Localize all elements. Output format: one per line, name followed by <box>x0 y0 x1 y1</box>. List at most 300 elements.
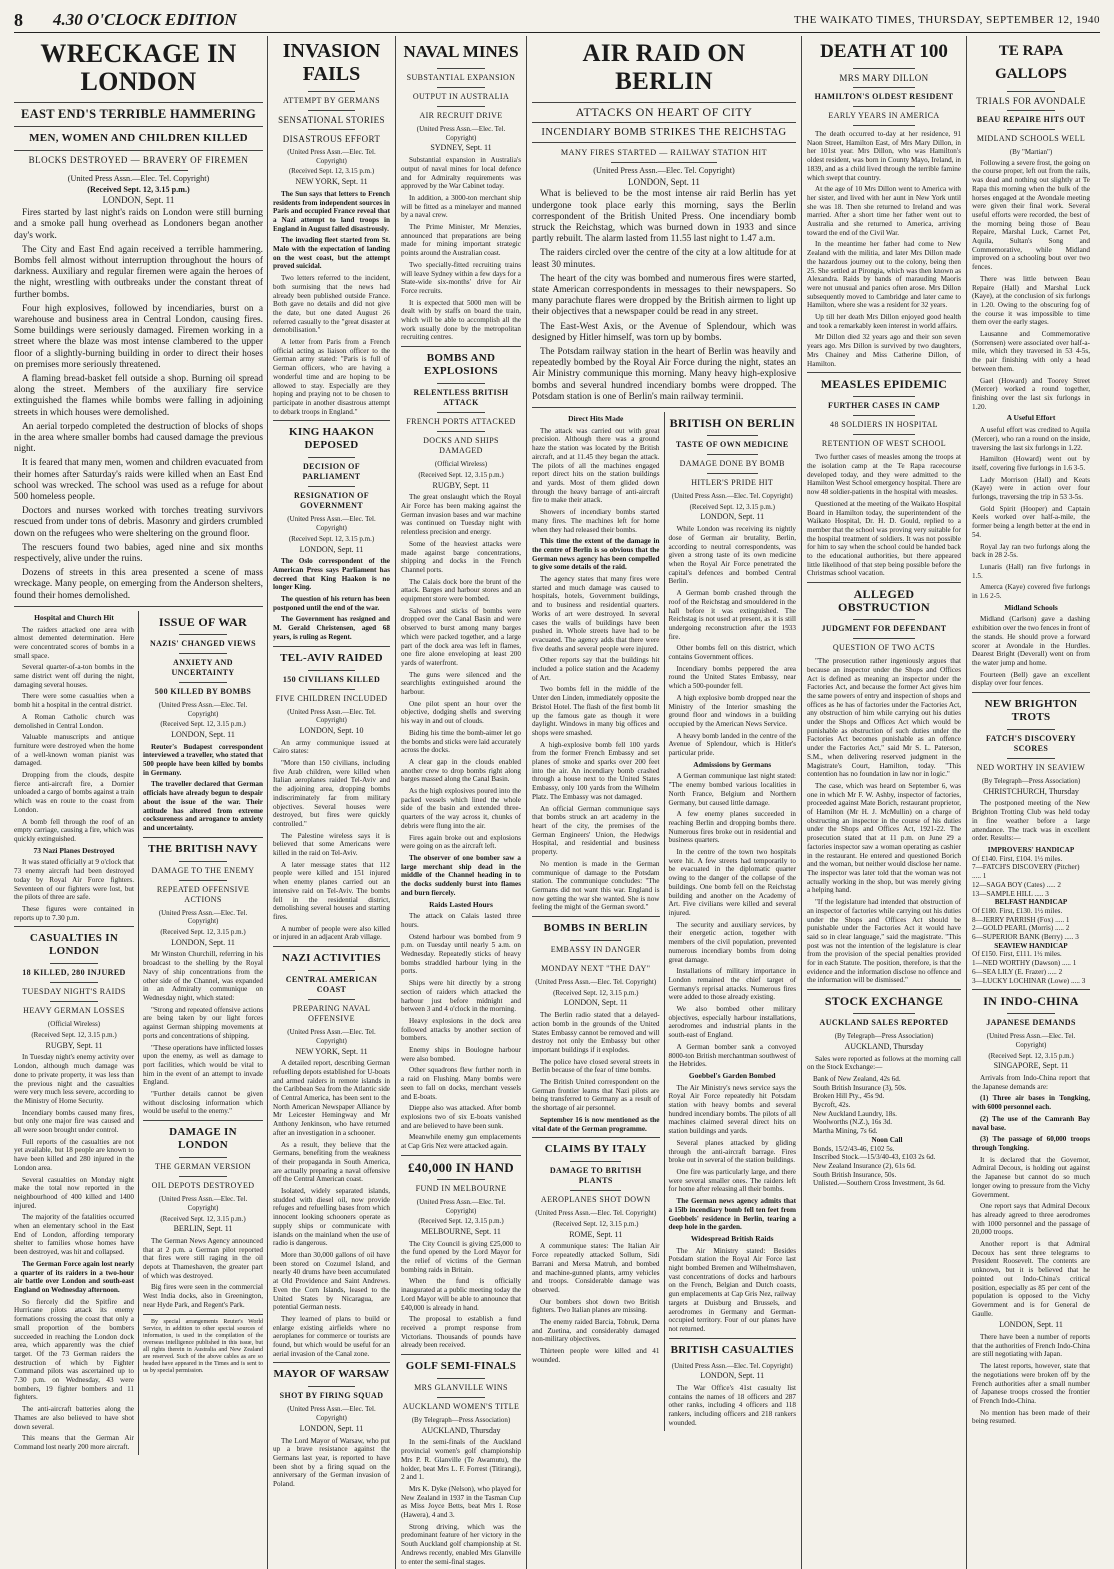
paragraph: Amerca (Kaye) covered five furlongs in 1.6 2-5. <box>972 583 1090 601</box>
paragraph: An army communique issued at Cairo states: <box>273 738 390 756</box>
paragraph: So fiercely did the Spitfire and Hurricane pilots attack its enemy formations crossing the coast that only a small proportion of the bombers succeeded in reaching the London dock area, which apparently was the chief target. Of the 73 German raiders the destruction of which by Fighter Command pilots was ascertained up to 7.30 p.m. on Wednesday, 43 were bombers, 19 fighter bombers and 11 fighters. <box>14 1297 134 1402</box>
story-dateline: CHRISTCHURCH, Thursday <box>983 786 1079 796</box>
headline-claims-by-italy: CLAIMS BY ITALY <box>544 1143 647 1156</box>
paragraph: The raiders attacked one area with almost demented determination. Here were concentrated scores of bombs in a small space. <box>14 625 134 660</box>
race-line: 12—SAGA BOY (Cates) ..... 2 <box>972 880 1061 889</box>
paragraph: (3) The passage of 60,000 troops through Tongking. <box>972 1135 1090 1152</box>
headline-40000-in-hand: £40,000 IN HAND <box>408 1159 514 1175</box>
deck-many-fires: MANY FIRES STARTED — RAILWAY STATION HIT <box>560 148 768 157</box>
stock-line: Bycroft, 42s. <box>813 1101 851 1110</box>
newspaper-page <box>14 36 1100 1566</box>
paragraph: Incendiary bombs peppered the area round the United States Embassy, near which a 500-pounder fell. <box>668 664 796 691</box>
race-line: 2—GOLD PEARL (Morris) ..... 2 <box>972 924 1070 933</box>
stock-subhead: Noon Call <box>871 1135 903 1144</box>
headline-damage-in-london: DAMAGE IN LONDON <box>169 1126 237 1152</box>
credit: (United Press Assn.—Elec. Tel. Copyright) <box>287 148 376 165</box>
paragraph: It is feared that many men, women and children evacuated from their homes after Saturday's raids were killed when an East End school was wrecked. The school was used as a refuge for about 500 homeless people. <box>14 458 263 502</box>
deck-incendiary-reichstag: INCENDIARY BOMB STRIKES THE REICHSTAG <box>541 127 787 138</box>
paragraph: Two letters referred to the incident, both surmising that the news had already been published outside France. Both gave no details and did not give the date, but one dated August 26 referred casually to the "great disaster at demobilisation." <box>273 274 390 335</box>
deck: AIR RECRUIT DRIVE <box>419 111 503 120</box>
race-line: 8—JERRY PARRISH (Fox) ..... 1 <box>972 915 1070 924</box>
received: (Received Sept. 12, 3.15 p.m.) <box>553 988 639 997</box>
deck: PREPARING NAVAL OFFENSIVE <box>292 1004 371 1024</box>
story-dateline: RUGBY, Sept. 11 <box>432 480 490 490</box>
received: (Received Sept. 12, 3.15 p.m.) <box>689 502 775 511</box>
deck: MRS GLANVILLE WINS <box>414 1383 508 1393</box>
paragraph: There have been a number of reports that the authorities of French Indo-China are still negotiating with Japan. <box>972 1333 1090 1359</box>
paragraph: In Tuesday night's enemy activity over London, although much damage was done to private property, it was less than the previous night and the casualties were very much less severe, according to the Ministry of Home Security. <box>14 1053 134 1105</box>
paragraph: A clear gap in the clouds enabled another crew to drop bombs right along barges massed along the Canal Basin. <box>401 757 521 784</box>
credit: (United Press Assn.—Elec. Tel. Copyright) <box>158 700 248 718</box>
story-dateline: NEW YORK, Sept. 11 <box>295 1046 368 1056</box>
paragraph: The German news agency admits that a 15lb incendiary bomb fell ten feet from Goebbels' residence in Berlin, tearing a deep hole in the garden. <box>668 1197 796 1232</box>
received: (Received Sept. 12, 3.15 p.m.) <box>87 184 190 194</box>
paragraph: The City and East End again received a terrible hammering. Bombs fell almost without interruption throughout the hours of darkness. Auxiliary and regular firemen were again the heroes of the night, wrestling with outbreaks under the constant threat of further bombs. <box>14 244 263 300</box>
credit: (United Press Assn.—Elec. Tel. Copyright) <box>671 1361 793 1370</box>
headline-measles-epidemic: MEASLES EPIDEMIC <box>820 377 948 392</box>
race-title: IMPROVERS' HANDICAP <box>987 846 1075 854</box>
paragraph: Another report is that Admiral Decoux has sent three telegrams to President Roosevelt. The contents are unknown, but it is believed that he pointed out Indo-China's critical position, especially as 85 per cent of the population is opposed to the Vichy Government and is for General de Gaulle. <box>972 1240 1090 1318</box>
paragraph: The Oslo correspondent of the American Press says Parliament has decreed that King Haakon is no longer King. <box>273 557 390 592</box>
subcolumn-right <box>664 412 797 1431</box>
story-dateline: LONDON, Sept. 10 <box>299 725 364 735</box>
deck: ANXIETY AND UNCERTAINTY <box>171 657 235 677</box>
paragraph: The observer of one bomber saw a large merchant ship dead in the middle of the Channel heading in to the docks suddenly burst into flames and burn fiercely. <box>401 854 521 897</box>
paragraph: The Berlin radio stated that a delayed-action bomb in the grounds of the United States Embassy cannot be removed and will destroy not only the Embassy but other important buildings if it explodes. <box>532 1011 660 1054</box>
headline-british-on-berlin: BRITISH ON BERLIN <box>669 416 795 431</box>
paragraph: Several planes attacked by gliding through the anti-aircraft barrage. Fires broke out in several of the station buildings. <box>668 1138 796 1165</box>
credit: (United Press Assn.—Elec. Tel. Copyright) <box>671 492 793 501</box>
paragraph: A heavy bomb landed in the centre of the Avenue of Splendour, which is Hitler's particular pride. <box>668 731 796 758</box>
paragraph: The great onslaught which the Royal Air Force has been making against the German invasion bases and war machine was continued on Tuesday night with relentless precision and energy. <box>401 493 521 537</box>
story-dateline: LONDON, Sept. 11 <box>171 729 235 739</box>
paper-dateline: THE WAIKATO TIMES, THURSDAY, SEPTEMBER 12, 1940 <box>794 14 1100 26</box>
paragraph: Doctors and nurses worked with torches treating survivors rescued from under tons of debris. Masonry and girders crumbled down on the refugees who were sheltering on the ground floor. <box>14 506 263 539</box>
headline-te-rapa: TE RAPA GALLOPS <box>995 43 1067 82</box>
credit: (United Press Assn.—Elec. Tel. Copyright) <box>158 1195 248 1212</box>
deck-men-women: MEN, WOMEN AND CHILDREN KILLED <box>29 132 248 144</box>
deck: DAMAGE DONE BY BOMB <box>679 459 785 469</box>
stock-line: New Auckland Laundry, 18s. <box>813 1109 897 1118</box>
story-dateline: LONDON, Sept. 11 <box>999 1320 1063 1330</box>
paragraph: Other reports say that the buildings hit included a police station and the Academy of Art. <box>532 656 660 682</box>
paragraph: There was little between Beau Repaire (Hall) and Marshal Luck (Kaye), at the conclusion of six furlongs in 1.20. Owing to the obscuring fog of the course it was impossible to time them over the early stages. <box>972 274 1090 327</box>
deck: NAZIS' CHANGED VIEWS <box>149 638 257 648</box>
paragraph: Royal Jay ran two furlongs along the back in 28 2-5s. <box>972 542 1090 560</box>
deck: HITLER'S PRIDE HIT <box>691 478 774 488</box>
paragraph: The East-West Axis, or the Avenue of Splendour, which was designed by Hitler himself, was torn up by bombs. <box>532 321 796 343</box>
deck: MIDLAND SCHOOLS WELL <box>976 134 1086 143</box>
deck: MONDAY NEXT "THE DAY" <box>541 964 651 974</box>
paragraph: Two specially-fitted recruiting trains will leave Sydney within a few days for a State-wide six-months' drive for Air Force recruits. <box>401 260 521 295</box>
subhead: 73 Nazi Planes Destroyed <box>33 845 115 855</box>
paragraph: A German bomber sank a convoyed 8000-ton British merchantman southwest of the Hebrides. <box>668 1042 796 1069</box>
paragraph: No mention is made in the German communique of damage to the Potsdam station. The communique concludes: "The Germans did not want this war. England is now getting the war she wanted. She is now feeling the might of the German sword." <box>532 859 660 912</box>
deck: AUCKLAND WOMEN'S TITLE <box>402 1402 520 1412</box>
story-dateline: SYDNEY, Sept. 11 <box>430 143 492 153</box>
paragraph: The agency states that many fires were started and much damage was caused to hospitals, hotels, Government buildings, and to business and residential quarters. Works of art were destroyed. In several cases the walls of buildings have been pushed in. Whole streets have had to be evacuated. The agency adds that there were five deaths and several people were injured. <box>532 575 660 653</box>
column-te-rapa-gallops <box>966 36 1090 1569</box>
headline-indo-china: IN INDO-CHINA <box>983 994 1079 1009</box>
paragraph: Reuter's Budapest correspondent interviewed a traveller, who stated that 500 people have been killed by bombs in Germany. <box>143 742 263 777</box>
paragraph: They learned of plans to build or enlarge existing airfields where no aeroplanes for commerce or tourists are found, but which would be useful for an aerial invasion of the Canal zone. <box>273 1314 390 1358</box>
race-line: Of £180. First, £130. 1½ miles. <box>972 906 1063 915</box>
deck-blocks-destroyed: BLOCKS DESTROYED — BRAVERY OF FIREMEN <box>28 155 249 165</box>
paragraph: Full reports of the casualties are not yet available, but 18 people are known to have been killed and 280 injured in the London area. <box>14 1137 134 1172</box>
paragraph: These figures were contained in reports up to 7.30 p.m. <box>14 904 134 922</box>
paragraph: The majority of the fatalities occurred when an elementary school in the East End of London, affording temporary shelter to families whose homes have been destroyed, was hit and collapsed. <box>14 1213 134 1257</box>
paragraph: It was stated officially at 9 o'clock that 73 enemy aircraft had been destroyed today by Royal Air Force fighters. Seventeen of our fighters were lost, but the pilots of three are safe. <box>14 858 134 902</box>
stock-line: Martha Mining, 7s 6d. <box>813 1127 878 1136</box>
subcolumn-right <box>138 611 263 1455</box>
subhead: Hospital and Church Hit <box>34 612 114 622</box>
paragraph: "Strong and repeated offensive actions are being taken by our light forces against German shipping movements at ports and concentrations of shipping. <box>143 1005 263 1040</box>
story-dateline: LONDON, Sept. 11 <box>700 512 765 522</box>
received: (Received Sept. 12, 3.15 p.m.) <box>988 1051 1074 1060</box>
paragraph: The security and auxiliary services, by their energetic action, together with members of the civil population, prevented numerous incendiary bombs from doing great damage. <box>668 920 796 964</box>
credit: (United Press Assn.—Elec. Tel. Copyright) <box>158 908 248 926</box>
stock-line: Broken Hill Pty., 45s 9d. <box>813 1092 885 1101</box>
race-line: Of £140. First, £104. 1½ miles. <box>972 854 1063 863</box>
edition-title: 4.30 O'CLOCK EDITION <box>53 10 237 29</box>
paragraph: Mr Dillon died 32 years ago and their son seven years ago. Mrs Dillon is survived by two daughters, Mrs Chainey and Miss Catherine Dillon, of Hamilton. <box>807 333 961 368</box>
paragraph: Isolated, widely separated islands, studded with diesel oil, now provide refuges and refuelling bases from which innocent looking schooners operate as supply ships or communicate with islands on the mainland when the use of radio is dangerous. <box>273 1187 390 1248</box>
subhead: A Useful Effort <box>1006 413 1056 423</box>
story-dateline: MELBOURNE, Sept. 11 <box>421 1226 501 1236</box>
paragraph: A useful effort was credited to Aquila (Mercer), who ran a round on the inside, traversing the last six furlongs in 1.22. <box>972 426 1090 452</box>
race-line: 3—LUCKY LOCHINAR (Lowe) ..... 3 <box>972 976 1086 985</box>
headline-alleged-obstruction: ALLEGED OBSTRUCTION <box>838 587 930 615</box>
paragraph: Several casualties on Monday night make the total now reported in the neighbourhood of 400 killed and 1400 injured. <box>14 1175 134 1210</box>
story-dateline: BERLIN, Sept. 11 <box>173 1224 233 1234</box>
stock-line: Unlisted.—Southern Cross Investment, 3s 6d. <box>813 1179 945 1188</box>
paragraph: Enemy ships in Boulogne harbour were also bombed. <box>401 1046 521 1063</box>
credit: (United Press Assn.—Elec. Tel. Copyright) <box>416 1197 506 1215</box>
deck: AEROPLANES SHOT DOWN <box>540 1195 651 1205</box>
paragraph: The Sun says that letters to French residents from independent sources in Paris and occupied France reveal that a Nazi attempt to land troops in England in August failed disastrously. <box>273 189 390 233</box>
paragraph: "More than 150 civilians, including five Arab children, were killed when Italian aeroplanes raided Tel-Aviv and the adjoining area, dropping bombs indiscriminately far from military objectives. Several houses were destroyed, but fires were quickly controlled." <box>273 759 390 828</box>
paragraph: A high-explosive bomb fell 100 yards from the former French Embassy and set planes of smoke and sparks over 200 feet into the air. An incendiary bomb crashed through a house next to the United States Embassy, only 100 yards from the Wilhelm Platz. The Embassy was not damaged. <box>532 740 660 801</box>
paragraph: Other squadrons flew further north in a raid on Flushing. Many bombs were seen to fall on docks, merchant vessels and E-boats. <box>401 1066 521 1101</box>
paragraph: Salvoes and sticks of bombs were dropped over the Canal Basin and were observed to burst among many barges which were packed together, and a large part of the dock area was left in flames, one fire alone enveloping at least 200 yards of waterfront. <box>401 606 521 667</box>
deck: CENTRAL AMERICAN COAST <box>285 975 378 995</box>
headline-golf: GOLF SEMI-FINALS <box>405 1360 517 1373</box>
paragraph: The heart of the city was bombed and numerous fires were started, state American correspondents in messages to their newspapers. So many parachute flares were dropped by the British airmen to light up their objectives that a newspaper could be read in any street. <box>532 273 796 318</box>
credit: (United Press Assn.—Elec. Tel. Copyright) <box>287 1405 376 1423</box>
story-dateline: LONDON, Sept. 11 <box>299 1423 364 1433</box>
race-title: SEAVIEW HANDICAP <box>994 941 1068 950</box>
headline-tel-aviv: TEL-AVIV RAIDED <box>280 651 383 664</box>
lead-story-berlin <box>532 167 796 403</box>
paragraph: Heavy explosions in the dock area followed attacks by another section of bombers. <box>401 1016 521 1043</box>
paragraph: A German bomb crashed through the roof of the Reichstag and smouldered in the hall before it was extinguished. The Reichstag is not used at present, as it is still undergoing reconstruction after the 1933 fire. <box>668 589 796 641</box>
headline-mayor-warsaw: MAYOR OF WARSAW <box>273 1368 390 1381</box>
received: (Received Sept. 12, 3.15 p.m.) <box>418 1217 504 1226</box>
credit: (United Press Assn.—Elec. Tel. Copyright) <box>287 707 376 725</box>
received: (Received Sept. 12, 3.15 p.m.) <box>288 167 375 176</box>
paragraph: "The prosecution rather ingeniously argues that because an inspector under the Shops and Offices Act is defined as meaning an inspector under the Factories Act, and because the former Act gives him the same powers of entry and inspection of shops and offices as he has of factories under the Factories Act, any obstruction of him while carrying out his duties under the Shops and Offices Act which would be punishable as obstruction of such duties under the Factories Act becomes punishable as an offence under the Factories Act," said Mr S. L. Paterson, S.M., when delivering reserved judgment in the Magistrate's Court, Hamilton, today. "This contention has no foundation in law nor in logic." <box>807 657 961 779</box>
paragraph: Some of the heaviest attacks were made against barge concentrations, shipping and docks in the French Channel ports. <box>401 539 521 574</box>
deck: EMBASSY IN DANGER <box>550 945 641 955</box>
deck: RESIGNATION OF GOVERNMENT <box>293 491 370 511</box>
subhead: Widespread British Raids <box>690 1233 774 1243</box>
paragraph: Substantial expansion in Australia's output of naval mines for local defence and for Admiralty requirements was approved by the War Cabinet today. <box>401 156 521 191</box>
stock-line: South British Insurance, 50s. <box>813 1170 897 1179</box>
credit: (United Press Assn.—Elec. Tel. Copyright) <box>535 1209 657 1218</box>
deck: HEAVY GERMAN LOSSES <box>23 1006 125 1016</box>
headline-issue-of-war: ISSUE OF WAR <box>158 614 248 629</box>
paragraph: The Calais dock bore the brunt of the attack. Barges and harbour stores and an equipment store were bombed. <box>401 577 521 604</box>
paragraph: Installations of military importance in London remained the chief target of Germany's reprisal attacks. Numerous fires were added to those already existing. <box>668 967 796 1002</box>
copyright-note: By special arrangements Reuter's World Service, in addition to other special sources of information, is used in the compilation of the overseas intelligence published in this issue, but all rights therein in Australia and New Zealand are reserved. Such of the above cables as are so headed have appeared in the Times and is sent to us by special permission. <box>143 1318 263 1374</box>
paragraph: The guns were silenced and the searchlights extinguished around the harbour. <box>401 670 521 697</box>
deck: TRIALS FOR AVONDALE <box>976 96 1086 106</box>
credit: (By Telegraph—Press Association) <box>981 777 1081 786</box>
deck: NED WORTHY IN SEAVIEW <box>976 763 1086 773</box>
race-line: 6—SEA LILY (E. Frazer) ..... 2 <box>972 967 1063 976</box>
stock-line: South British Insurance (3), 50s. <box>813 1083 907 1092</box>
story-dateline: NEW YORK, Sept. 11 <box>295 177 368 187</box>
credit: (United Press Assn.—Elec. Tel. Copyright) <box>593 166 735 175</box>
subhead: Goebbel's Garden Bombed <box>688 1070 776 1080</box>
deck: TASTE OF OWN MEDICINE <box>675 440 789 450</box>
paragraph: The War Office's 41st casualty list contains the names of 18 officers and 287 other ranks, including 4 officers and 118 rankers, including officers and 218 rankers wounded. <box>668 1384 796 1427</box>
story-dateline: ROME, Sept. 11 <box>569 1229 623 1239</box>
paragraph: At the age of 10 Mrs Dillon went to America with her sister, and lived with her aunt in New York until she was 18. Then she returned to Ireland and was married. After a short time her father went out to Australia and she returned to America, arriving toward the end of the Civil War. <box>807 185 961 237</box>
paragraph: Thirteen people were killed and 41 wounded. <box>532 1347 660 1364</box>
paragraph: Mrs K. Dyke (Nelson), who played for New Zealand in 1937 in the Tasman Cup as Miss Joyce Betts, beat Mrs I. Rose (Hawera), 4 and 3. <box>401 1484 521 1520</box>
stock-line: Woolworths (N.Z.), 16s 3d. <box>813 1118 893 1127</box>
headline-king-haakon: KING HAAKON DEPOSED <box>289 426 374 452</box>
paragraph: Two further cases of measles among the troops at the isolation camp at the Te Rapa racecourse developed today, and they were admitted to the Hamilton West School emergency hospital. There are now 48 soldier-patients in the hospital with measles. <box>807 453 961 497</box>
paragraph: A high explosive bomb dropped near the Ministry of the Interior smashing the ground floor and windows in a building occupied by the American News Service. <box>668 693 796 728</box>
credit: (United Press Assn.—Elec. Tel. Copyright) <box>67 174 210 183</box>
paragraph: September 16 is now mentioned as the vital date of the German programme. <box>532 1115 660 1133</box>
paragraph: Gold Spirit (Hooper) and Captain Keels worked over half-a-mile, the former being a length better at the end in 54. <box>972 504 1090 539</box>
credit: (Official Wireless) <box>434 460 488 469</box>
stock-line: New Zealand Insurance (2), 61s 6d. <box>813 1161 916 1170</box>
paragraph: Lady Morrison (Hall) and Keats (Kaye) were in action over four furlongs, traversing the trip in 53 3-5s. <box>972 475 1090 502</box>
paragraph: A detailed report, describing German refuelling depots established for U-boats and armed raiders in remote islands in the Caribbean Sea from the Atlantic side of Central America, has been sent to the North American Newspaper Alliance by Mr Leicester Hemingway and Mr Anthony Jenkinson, who have returned after an investigation in a schooner. <box>273 1059 390 1137</box>
paragraph: One pilot spent an hour over the objective, dodging shells and swerving his way in and out of clouds. <box>401 699 521 726</box>
deck: QUESTION OF TWO ACTS <box>832 643 936 653</box>
credit: (United Press Assn.—Elec. Tel. Copyright) <box>416 125 506 142</box>
page-number: 8 <box>14 9 23 30</box>
deck: THE GERMAN VERSION <box>155 1162 251 1172</box>
paragraph: The invading fleet started from St. Malo with the expectation of landing on the west coast, but the attempt proved suicidal. <box>273 236 390 271</box>
paragraph: The Air Ministry's news service says the Royal Air Force repeatedly hit Potsdam station with heavy bombs and several hundred incendiary bombs. The pilots of all machines claimed several direct hits on station buildings and yards. <box>668 1083 796 1136</box>
credit: (United Press Assn.—Elec. Tel. Copyright) <box>986 1032 1076 1049</box>
deck: ATTEMPT BY GERMANS <box>283 96 380 105</box>
received: (Received Sept. 12, 3.15 p.m.) <box>31 1031 117 1040</box>
paragraph: It is declared that the Governor, Admiral Decoux, is holding out against the Japanese but cannot do so much longer owing to pressure from the Vichy Government. <box>972 1155 1090 1199</box>
headline-bombs-in-berlin: BOMBS IN BERLIN <box>543 922 648 935</box>
stock-line: Bank of New Zealand, 42s 6d. <box>813 1074 901 1083</box>
story-dateline: LONDON, Sept. 11 <box>628 176 700 187</box>
story-dateline: LONDON, Sept. 11 <box>700 1371 765 1381</box>
paragraph: Arrivals from Indo-China report that the Japanese demands are: <box>972 1074 1090 1091</box>
paragraph: Sales were reported as follows at the morning call on the Stock Exchange:— <box>807 1054 961 1072</box>
paragraph: "If the legislature had intended that obstruction of an inspector of factories while carrying out his duties under the Shops and Offices Act should be punishable under the Factories Act it would have said so in clear language," said the magistrate. "This post was not the intention of the legislature is clear from the provision of the special penalties provided for in each Statute. The position, therefore, is that the evidence and the information disclose no offence and the information will be dismissed." <box>807 898 961 985</box>
paragraph: The anti-aircraft batteries along the Thames are also believed to have shot down several. <box>14 1405 134 1431</box>
paragraph: Four high explosives, followed by incendiaries, burst on a warehouse and business area in Central London, causing fires. Some buildings were seriously damaged. Firemen working in a street where the blaze was most intense clambered to the upper floor of a slightly-burning building in order to direct their hoses on premises more seriously threatened. <box>14 303 263 370</box>
subcolumn-left <box>532 412 664 1431</box>
deck: JAPANESE DEMANDS <box>986 1018 1076 1028</box>
paragraph: The traveller declared that German officials have already begun to despair about the issue of the war. Their attitude has altered from extreme cocksureness and arrogance to anxiety and uncertainty. <box>143 780 263 832</box>
paragraph: Other bombs fell on this district, which contains Government offices. <box>668 644 796 662</box>
deck: FURTHER CASES IN CAMP <box>828 401 940 411</box>
deck: OIL DEPOTS DESTROYED <box>151 1181 255 1191</box>
paragraph: Gael (Howard) and Toorey Street (Mercer) worked a round together, finishing over the last six furlongs in 1.20. <box>972 376 1090 411</box>
paragraph: Ostend harbour was bombed from 9 p.m. on Tuesday until nearly 5 a.m. on Wednesday. Repeatedly sticks of heavy bombs straddled harbour lying in the ports. <box>401 932 521 976</box>
paragraph: The German Force again lost nearly a quarter of its raiders in a two-hour air battle over London and south-east England on Wednesday afternoon. <box>14 1259 134 1294</box>
deck: TUESDAY NIGHT'S RAIDS <box>22 987 126 997</box>
credit: (United Press Assn.—Elec. Tel. Copyright) <box>535 978 657 987</box>
deck: 150 CIVILIANS KILLED <box>282 674 381 684</box>
paragraph: Ships were hit directly by a strong section of raiders which attacked the harbour just before midnight and between 3 and 4 o'clock in the morning. <box>401 979 521 1014</box>
deck: 48 SOLDIERS IN HOSPITAL <box>830 420 938 430</box>
race-results <box>972 846 1090 985</box>
deck: AUCKLAND SALES REPORTED <box>819 1018 949 1028</box>
headline-wreckage-london: WRECKAGE IN LONDON <box>40 39 237 96</box>
column-death-at-100 <box>801 36 966 1569</box>
race-line: Of £150. First, £111. 1½ miles. <box>972 950 1062 959</box>
credit: (By Telegraph—Press Association) <box>834 1032 934 1041</box>
headline-casualties: CASUALTIES IN LONDON <box>29 932 119 958</box>
paragraph: Valuable manuscripts and antique furniture were destroyed when the home of a well-known woman pianist was damaged. <box>14 733 134 768</box>
paragraph: When the fund is officially inaugurated at a public meeting today the Lord Mayor will be able to announce that £40,000 is already in hand. <box>401 1277 521 1312</box>
deck: JUDGMENT FOR DEFENDANT <box>821 624 947 634</box>
story-dateline: LONDON, Sept. 11 <box>171 937 235 947</box>
race-line: 7—FATCH'S DISCOVERY (Pitcher) ..... 1 <box>972 863 1080 881</box>
column-berlin <box>526 36 801 1569</box>
paragraph: A letter from Paris from a French official acting as liaison officer to the German army stated: "Paris is full of German officers, who are having a wonderful time and are hoping to be allowed to stay. Especially are they hoping and praying not to be chosen to participate in another disastrous attempt to debark troops in England." <box>273 338 390 416</box>
deck: FATCH'S DISCOVERY SCORES <box>985 734 1076 754</box>
paragraph: Dropping from the clouds, despite fierce anti-aircraft fire, a Dornier unloaded a cargo of bombs against a train which was en route to the coast from London. <box>14 771 134 814</box>
paragraph: Biding his time the bomb-aimer let go the bombs and sticks were laid accurately across the docks. <box>401 728 521 755</box>
headline-nazi-activities: NAZI ACTIVITIES <box>282 952 381 965</box>
paragraph: The rescuers found two babies, aged nine and six months respectively, alive under the ruins. <box>14 542 263 564</box>
deck: BEAU REPAIRE HITS OUT <box>976 115 1086 124</box>
deck: DISASTROUS EFFORT <box>282 134 381 144</box>
paragraph: The attack was carried out with great precision. Although there was a ground haze the station was located by the British aircraft, and at 11.45 they began the attack. The pilots of all the machines engaged report direct hits on the station buildings and yards. Most of them glided down through the heavy barrage of anti-aircraft fire to make their attack. <box>532 426 660 505</box>
paragraph: "These operations have inflicted losses upon the enemy, as well as damage to port facilities, which would be vital to him in the event of an attempt to invade England. <box>143 1043 263 1087</box>
paragraph: It is expected that 5000 men will be dealt with by staffs on board the train, which will be able to accomplish all the work usually done by the metropolitan recruiting centres. <box>401 298 521 342</box>
paragraph: The latest reports, however, state that the negotiations were broken off by the French authorities after a small number of Japanese troops crossed the frontier of French Indo-China. <box>972 1362 1090 1405</box>
deck: OUTPUT IN AUSTRALIA <box>412 92 510 101</box>
received: (Received Sept. 12, 3.15 p.m.) <box>160 928 246 937</box>
paragraph: A few enemy planes succeeded in reaching Berlin and dropping bombs there. Numerous fires broke out in residential and business quarters. <box>668 810 796 845</box>
paragraph: A flaming bread-basket fell outside a shop. Burning oil spread along the street. Members of the auxiliary fire service extinguished the flames while bombs were falling in adjoining streets in which houses were demolished. <box>14 373 263 418</box>
paragraph: Fires again broke out and explosions were going on as the aircraft left. <box>401 833 521 851</box>
paragraph: More than 30,000 gallons of oil have been stored on Cozumel Island, and nearly 40 drums have been accumulated at Old Providence and Saint Andrews. Even the Corn Islands, leased to the United States by Nicaragua, are potential German nests. <box>273 1250 390 1312</box>
deck: FRENCH PORTS ATTACKED <box>406 417 516 427</box>
subhead: Raids Lasted Hours <box>429 899 493 909</box>
credit: (United Press Assn.—Elec. Tel. Copyright) <box>287 515 376 533</box>
deck: EARLY YEARS IN AMERICA <box>828 111 940 120</box>
deck: DOCKS AND SHIPS DAMAGED <box>423 436 499 456</box>
paragraph: One fire was particularly large, and there were several smaller ones. The raiders left for home after releasing all their bombs. <box>668 1167 796 1194</box>
paragraph: This means that the German Air Command lost nearly 200 more aircraft. <box>14 1434 134 1451</box>
paragraph: The police have closed several streets in Berlin because of the fear of time bombs. <box>532 1057 660 1075</box>
paragraph: Our bombers shot down two British fighters. Two Italian planes are missing. <box>532 1297 660 1315</box>
paragraph: In addition, a 3000-ton merchant ship will be fitted as a minelayer and manned by a naval crew. <box>401 193 521 220</box>
deck: SENSATIONAL STORIES <box>278 115 385 125</box>
paragraph: Fires started by last night's raids on London were still burning and a smoke pall hung overhead as Londoners began another day's work. <box>14 208 263 241</box>
paragraph: Incendiary bombs caused many fires, but only one major fire was caused and all were soon brought under control. <box>14 1108 134 1135</box>
paragraph: Following a severe frost, the going on the course proper, left out from the rails, was dead and nothing out slightly at Te Rapa this morning when the bulk of the horses engaged at the Avondale meeting were given their final work. Several useful efforts were recorded, the best of the morning being those of Beau Repaire, Marshal Luck, Carnet Pet, Aquila, Sultan's Song and Commemorative, while Midland improved on a schooling bout over two fences. <box>972 158 1090 272</box>
paragraph: In the semi-finals of the Auckland provincial women's golf championship Mrs P. R. Glanville (Te Awamutu), the holder, beat Mrs L. F. Forrest (Titirangi), 2 and 1. <box>401 1438 521 1482</box>
deck: SUBSTANTIAL EXPANSION <box>406 73 516 82</box>
headline-british-navy: THE BRITISH NAVY <box>148 842 258 855</box>
paragraph: In the centre of the town two hospitals were hit. A few streets had temporarily to be evacuated in the diplomatic quarter owing to the danger of the collapse of the buildings. One bomb fell on the Reichstag building and another on the Academy of Art. Five civilians were killed and several injured. <box>668 848 796 917</box>
credit: (Official Wireless) <box>47 1020 101 1029</box>
headline-air-raid-berlin: AIR RAID ON BERLIN <box>582 40 746 95</box>
stock-line: Bonds, 15/2/43-46, £102 5s. <box>813 1144 895 1153</box>
headline-naval-mines: NAVAL MINES <box>403 42 519 61</box>
paragraph: As a result, they believe that the Germans, benefiting from the weakness of their propaganda in South America, are actually preparing a naval offensive off the Central American coast. <box>273 1140 390 1184</box>
headline-new-brighton-trots: NEW BRIGHTON TROTS <box>984 698 1078 724</box>
deck: HAMILTON'S OLDEST RESIDENT <box>814 92 954 101</box>
deck: REPEATED OFFENSIVE ACTIONS <box>156 884 250 904</box>
received: (Received Sept. 12, 3.15 p.m.) <box>288 534 375 543</box>
received: (Received Sept. 12, 3.15 p.m.) <box>418 470 504 479</box>
paragraph: Two bombs fell in the middle of the Unter den Linden, immediately opposite the Bristol Hotel. The flash of the first bomb lit up the famous gate as though it were daylight. Windows in many big offices and shops were smashed. <box>532 685 660 737</box>
paragraph: The Prime Minister, Mr Menzies, announced that preparations are being made for mining important strategic points around the Australian coast. <box>401 223 521 258</box>
story-dateline: LONDON, Sept. 11 <box>299 544 364 554</box>
paragraph: The Palestine wireless says it is believed that some Americans were killed in the raid on Tel-Aviv. <box>273 831 390 858</box>
paragraph: The attack on Calais lasted three hours. <box>401 912 521 929</box>
deck: DAMAGE TO BRITISH PLANTS <box>549 1166 642 1186</box>
paragraph: Mr Winston Churchill, referring in his broadcast to the shelling by the Royal Navy of ship concentrations from the other side of the Channel, was expanded in an Admiralty communique on Wednesday night, which stated: <box>143 950 263 1002</box>
headline-stock-exchange: STOCK EXCHANGE <box>824 994 944 1009</box>
deck: FUND IN MELBOURNE <box>415 1183 507 1193</box>
deck: 500 KILLED BY BOMBS <box>154 686 252 696</box>
paragraph: A communique states: The Italian Air Force repeatedly attacked Sollum, Sidi Barrani and Mersa Matruh, and bombed and machine-gunned plants, army vehicles and troops. Considerable damage was observed. <box>532 1242 660 1294</box>
paragraph: Dieppe also was attacked. After bomb explosions two of six E-boats vanished and are believed to have been sunk. <box>401 1104 521 1130</box>
paragraph: No mention has been made of their being resumed. <box>972 1408 1090 1426</box>
paragraph: What is believed to be the most intense air raid Berlin has yet undergone took place early this morning, says the Berlin correspondent of the British United Press. One incendiary bomb struck the Reichstag, which was burned down in 1933 and since partly rebuilt. The alarm lasted from 11.55 last night to 1.47 a.m. <box>532 189 796 245</box>
paragraph: A later message states that 112 people were killed and 151 injured when enemy planes carried out an intensive raid on Tel-Aviv. The bombs fell in the residential district, demolishing several houses and starting fires. <box>273 860 390 921</box>
headline-death-at-100: DEATH AT 100 <box>820 41 948 62</box>
paragraph: Showers of incendiary bombs started many fires. The machines left for home when they had released their bombs. <box>532 508 660 534</box>
paragraph: An official German communique says that bombs struck an art academy in the heart of the city, the premises of the German Engineers' Union, the Hedwigs Hospital, and residential and business property. <box>532 804 660 857</box>
stock-list <box>807 1075 961 1188</box>
story-dateline: AUCKLAND, Thursday <box>844 1041 924 1051</box>
paragraph: The death occurred to-day at her residence, 91 Naon Street, Hamilton East, of Mrs Mary Dillon, in her 101st year. Mrs Dillon, who was Hamilton's oldest resident, was born in County Mayo, Ireland, in 1839, and as a child lived through the terrible famine which swept that country. <box>807 130 961 182</box>
masthead <box>14 8 1100 33</box>
paragraph: The question of his return has been postponed until the end of the war. <box>273 595 390 612</box>
paragraph: There were some casualties when a bomb hit a hospital in the central district. <box>14 692 134 710</box>
column-wreckage-london <box>14 36 267 1569</box>
stock-line: Inscribed Stock.—15/3/40-43, £103 2s 6d. <box>813 1153 936 1162</box>
lead-story <box>14 175 263 602</box>
story-dateline: LONDON, Sept. 11 <box>102 195 175 206</box>
paragraph: The British United correspondent on the German frontier learns that Nazi pilots are being transferred to Germany as a result of the shortage of air personnel. <box>532 1078 660 1113</box>
story-dateline: LONDON, Sept. 11 <box>563 998 628 1008</box>
paragraph: One report says that Admiral Decoux has already agreed to three aerodromes with 1000 personnel and the passage of 20,000 troops. <box>972 1202 1090 1237</box>
paragraph: Midland (Carlson) gave a dashing exhibition over the two fences in front of the stands. He should prove a forward scorer at Avondale in the Hurdles. Dearest Bright (Deverall) went on from the water jump and home. <box>972 615 1090 667</box>
race-line: 1—NED WORTHY (Dawson) ..... 1 <box>972 959 1077 968</box>
paragraph: In the meantime her father had come to New Zealand with the militia, and later Mrs Dillon made the hazardous journey out to the colony, being then 25. She settled at Pirongia, which was then known as Alexandra. Raids by bands of marauding Maoris were not unusual and panics often arose. Mrs Dillon subsequently moved to Cambridge and later came to Hamilton, where she was a resident for 32 years. <box>807 240 961 310</box>
subhead: Midland Schools <box>1004 602 1058 612</box>
paragraph: An aerial torpedo completed the destruction of blocks of shops in the area where smaller bombs had caused damage the previous night. <box>14 421 263 455</box>
paragraph: Big fires were seen in the commercial West India docks, also in Greenington, near Hyde Park, and Regent's Park. <box>143 1283 263 1309</box>
paragraph: A number of people were also killed or injured in an adjacent Arab village. <box>273 924 390 942</box>
deck-east-end: EAST END'S TERRIBLE HAMMERING <box>20 107 257 121</box>
paragraph: The German News Agency announced that at 2 p.m. a German pilot reported that fires were still raging in the oil depots at Thameshaven, the greater part of which was destroyed. <box>143 1236 263 1280</box>
subhead: Direct Hits Made <box>568 414 624 424</box>
